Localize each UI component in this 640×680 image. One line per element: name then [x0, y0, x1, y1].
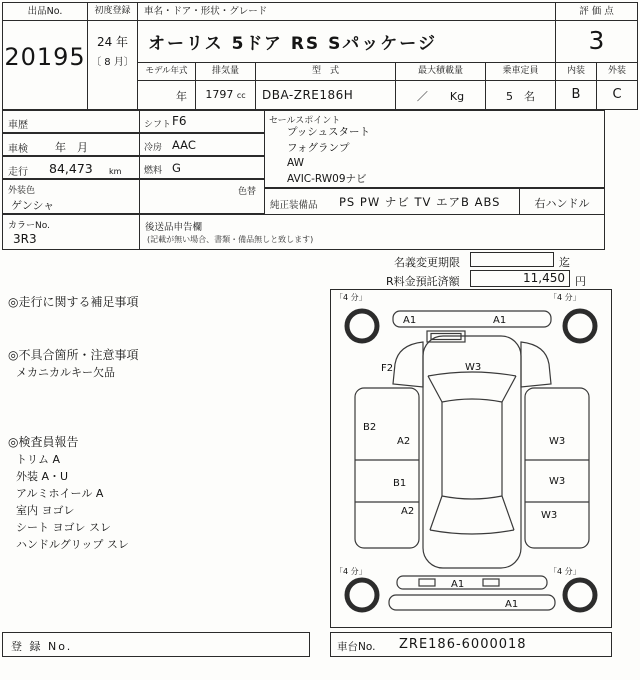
damage-mark-left-quarter: A2 [401, 506, 415, 517]
running-notes-title: ◎走行に関する補足事項 [8, 295, 139, 309]
tire-front-right-icon [565, 311, 595, 341]
front-fender-left-shape [393, 342, 423, 387]
displacement-label: 排気量 [196, 63, 255, 81]
displacement-unit: cc [236, 91, 246, 100]
fuel-value: G [172, 161, 181, 175]
car-name-label: 車名・ドア・形状・グレード [138, 3, 555, 21]
damage-mark-left-rear-door: B1 [393, 478, 407, 489]
interior-grade-label: 内装 [556, 63, 596, 81]
exterior-grade-value: C [612, 87, 622, 102]
ac-cell [139, 133, 265, 156]
exhibit-no-value: 20195 [4, 43, 86, 71]
first-registration-year: 24 年 [96, 35, 129, 49]
color-no-label: カラーNo. [8, 221, 50, 231]
damage-mark-rear-bumper-inner: A1 [451, 579, 465, 590]
color-no-value: 3R3 [13, 232, 37, 246]
damage-mark-right-quarter: W3 [541, 510, 558, 521]
model-code-label: 型 式 [256, 63, 395, 81]
equipment-label: 純正装備品 [270, 200, 318, 211]
fuel-cell [139, 156, 265, 179]
tire-rear-right-label: 「4 分」 [549, 567, 581, 576]
mileage-cell [2, 156, 140, 179]
inspector-report-item: シート ヨゴレ スレ [16, 521, 111, 534]
shift-value: F6 [172, 114, 187, 128]
later-goods-cell [139, 214, 605, 250]
registration-no-label: 登 録 No. [11, 640, 73, 653]
chassis-no-value: ZRE186-6000018 [399, 637, 527, 652]
damage-mark-left-front-door-upper: B2 [363, 422, 377, 433]
recycle-fee-value: 11,450 [523, 271, 565, 285]
damage-mark-front-bumper-left: A1 [403, 315, 417, 326]
equipment-cell [264, 188, 520, 215]
c-pillar-lines [430, 496, 514, 530]
exterior-color-value: ゲンシャ [11, 199, 55, 212]
damage-mark-right-rear-door: W3 [549, 476, 566, 487]
shift-cell [139, 110, 265, 133]
tire-rear-right-icon [565, 580, 595, 610]
model-code-value: DBA-ZRE186H [262, 88, 354, 102]
capacity-label: 乗車定員 [486, 63, 555, 81]
ac-value: AAC [172, 138, 196, 152]
color-change-cell [139, 179, 265, 214]
recycle-fee-label: R料金預託済額 [386, 275, 460, 288]
left-side-panel-shape [355, 388, 419, 548]
inspector-report-item: トリム A [16, 453, 61, 466]
damage-mark-right-front-door: W3 [549, 436, 566, 447]
registration-no-cell [2, 632, 310, 657]
first-registration-label: 初度登録 [88, 3, 137, 21]
exhibit-no-cell [2, 2, 88, 110]
a-pillar-lines [428, 376, 516, 402]
name-change-label: 名義変更期限 [394, 256, 460, 269]
front-bumper-shape [393, 311, 551, 327]
sales-point-item: AVIC-RW09ナビ [287, 172, 367, 185]
score-label: 評 価 点 [556, 3, 637, 21]
max-load-label: 最大積載量 [396, 63, 485, 81]
rear-plate-right-shape [483, 579, 499, 586]
damage-mark-front-bumper-right: A1 [493, 315, 507, 326]
sales-point-item: フォグランプ [287, 141, 350, 154]
inspector-report-title: ◎検査員報告 [8, 435, 79, 449]
inspector-report-item: ハンドルグリップ スレ [16, 538, 129, 551]
damage-mark-windshield: W3 [465, 362, 482, 373]
roof-rear-line [442, 496, 502, 499]
first-registration-cell [87, 2, 138, 110]
sales-point-label: セールスポイント [269, 116, 341, 126]
name-change-field [470, 252, 554, 267]
damage-mark-front-fender-left: F2 [381, 363, 394, 374]
first-registration-month: 〔 8 月〕 [91, 57, 134, 68]
inspection-label: 車検 [8, 144, 28, 155]
roof-front-line [442, 399, 502, 402]
defect-list [16, 364, 115, 380]
displacement-value: 1797 [205, 88, 234, 101]
sales-point-item: プッシュスタート [287, 126, 371, 138]
recycle-fee-unit: 円 [575, 275, 586, 288]
rear-window-line [430, 530, 514, 534]
exhibit-no-label: 出品No. [3, 3, 87, 21]
inspector-report-item: アルミホイール A [16, 487, 104, 500]
interior-grade-cell [555, 62, 597, 110]
name-change-suffix: 迄 [559, 256, 570, 269]
max-load-value: ／ Kg [416, 90, 465, 103]
recycle-fee-field [470, 270, 570, 287]
capacity-cell [485, 62, 556, 110]
ac-label: 冷房 [144, 143, 163, 153]
later-goods-label: 後送品申告欄 [145, 222, 203, 233]
tire-rear-left-icon [347, 580, 377, 610]
history-label: 車歴 [8, 120, 28, 131]
car-name-cell [137, 2, 556, 63]
model-year-cell [137, 62, 196, 110]
history-cell [2, 110, 140, 133]
exterior-grade-cell [596, 62, 638, 110]
mileage-label: 走行 [8, 167, 28, 178]
max-load-cell [395, 62, 486, 110]
model-year-label: モデル年式 [138, 63, 195, 81]
sales-point-cell [264, 110, 605, 188]
exterior-color-label: 外装色 [8, 186, 36, 196]
tire-front-right-label: 「4 分」 [549, 293, 581, 302]
steering-cell [519, 188, 605, 215]
shift-label: シフト [144, 120, 172, 130]
sales-point-item: AW [287, 157, 304, 169]
defect-item: メカニカルキー欠品 [16, 366, 115, 379]
front-fender-right-shape [521, 342, 551, 387]
inspection-value: 年 月 [55, 141, 88, 154]
right-side-panel-shape [525, 388, 589, 548]
model-code-cell [255, 62, 396, 110]
mileage-value: 84,473 [49, 161, 93, 176]
exterior-color-cell [2, 179, 140, 214]
later-goods-note: (記載が無い場合、書類・備品無しと致します) [147, 235, 314, 244]
damage-mark-rear-bumper-outer: A1 [505, 599, 519, 610]
interior-grade-value: B [571, 87, 581, 102]
car-top-view-diagram [331, 290, 611, 627]
tire-rear-left-label: 「4 分」 [335, 567, 367, 576]
inspector-report-item: 外装 A・U [16, 470, 69, 483]
model-year-value: 年 [176, 90, 187, 103]
rear-plate-left-shape [419, 579, 435, 586]
damage-mark-left-front-door: A2 [397, 436, 411, 447]
color-change-label: 色替 [237, 187, 256, 197]
score-value: 3 [588, 26, 605, 55]
chassis-no-cell [330, 632, 612, 657]
rear-bumper-outer-shape [389, 595, 555, 610]
damage-diagram-panel [330, 289, 612, 628]
color-no-cell [2, 214, 140, 250]
steering-value: 右ハンドル [534, 197, 590, 210]
displacement-cell [195, 62, 256, 110]
fuel-label: 燃料 [144, 166, 163, 176]
tire-front-left-label: 「4 分」 [335, 293, 367, 302]
exterior-grade-label: 外装 [597, 63, 637, 81]
inspector-report-list [16, 451, 129, 553]
car-name-value: オーリス 5ドア RS Sパッケージ [148, 34, 437, 54]
equipment-value: PS PW ナビ TV エアB ABS [339, 195, 501, 209]
mileage-unit: km [109, 167, 122, 176]
sales-point-list [287, 125, 370, 187]
inspector-report-item: 室内 ヨゴレ [16, 504, 75, 517]
capacity-value: 5 名 [506, 90, 535, 103]
chassis-no-label: 車台No. [337, 641, 376, 653]
tire-front-left-icon [347, 311, 377, 341]
defect-notes-title: ◎不具合箇所・注意事項 [8, 348, 139, 362]
inspection-cell [2, 133, 140, 156]
score-cell [555, 2, 638, 63]
